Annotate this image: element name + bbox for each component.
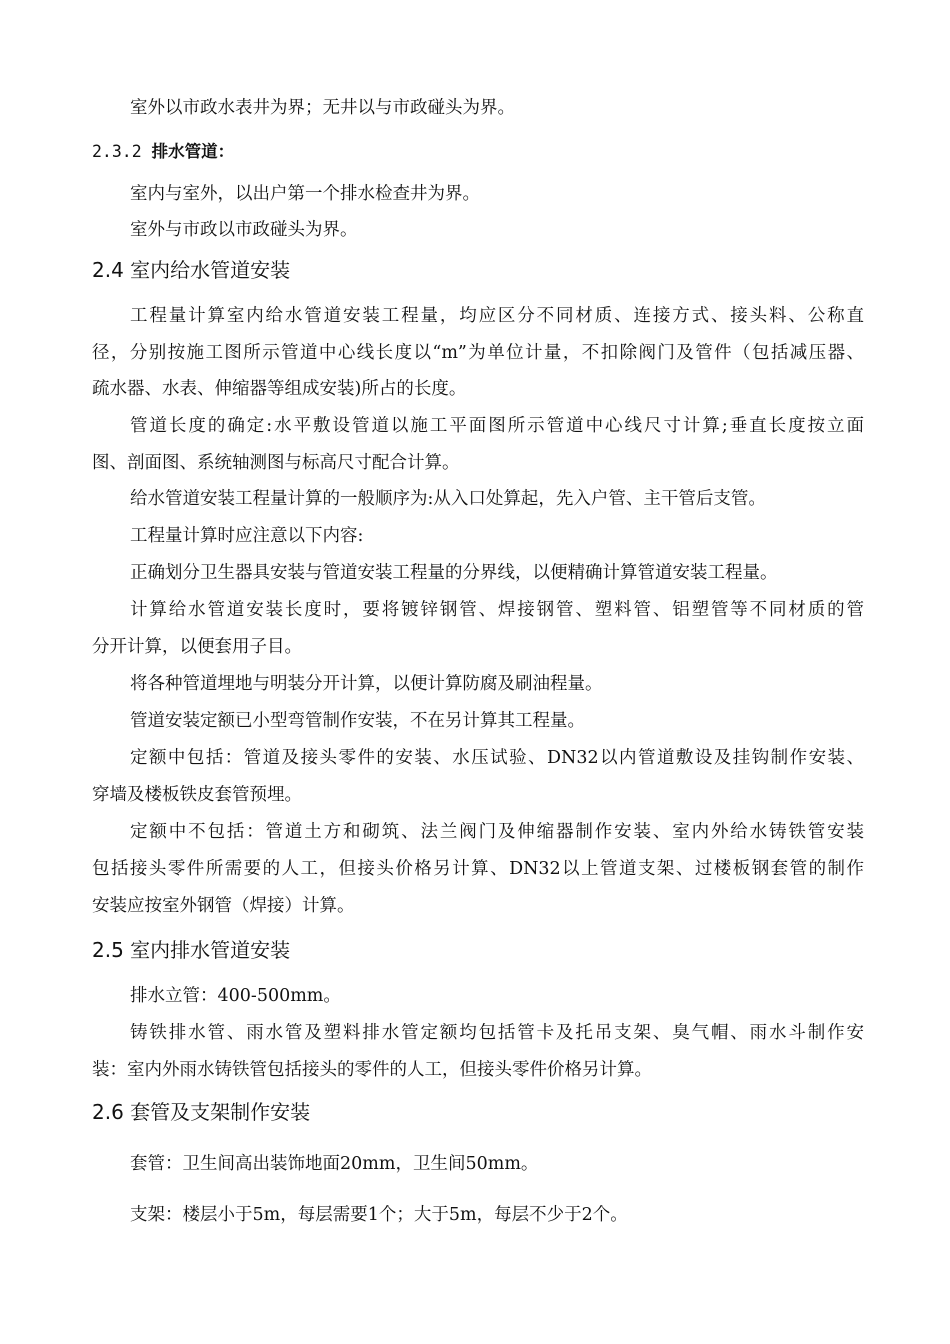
paragraph-line: 管道长度的确定:水平敷设管道以施工平面图所示管道中心线尺寸计算;垂直长度按立面 xyxy=(130,416,864,436)
paragraph-line: 分开计算，以便套用子目。 xyxy=(92,637,302,657)
paragraph-line: 安装应按室外钢管（焊接）计算。 xyxy=(92,896,355,916)
text-line: 室外以市政水表井为界；无井以与市政碰头为界。 xyxy=(130,98,515,118)
paragraph-line: 管道安装定额已小型弯管制作安装，不在另计算其工程量。 xyxy=(130,711,585,731)
paragraph-line: 疏水器、水表、伸缩器等组成安装)所占的长度。 xyxy=(92,379,467,399)
subsection-title: 排水管道： xyxy=(151,142,235,161)
paragraph-line: 工程量计算时应注意以下内容: xyxy=(130,526,364,546)
paragraph-line: 将各种管道埋地与明装分开计算，以便计算防腐及刷油程量。 xyxy=(130,674,603,694)
text-line: 室外与市政以市政碰头为界。 xyxy=(130,220,358,240)
paragraph-line: 定额中包括：管道及接头零件的安装、水压试验、DN32以内管道敷设及挂钩制作安装、 xyxy=(130,748,864,768)
paragraph-line: 套管：卫生间高出装饰地面20mm，卫生间50mm。 xyxy=(130,1154,539,1174)
paragraph-line: 支架：楼层小于5m，每层需要1个；大于5m，每层不少于2个。 xyxy=(130,1205,628,1225)
text-line: 室内与室外，以出户第一个排水检查井为界。 xyxy=(130,184,480,204)
section-heading-2-5: 2.5 室内排水管道安装 xyxy=(92,938,291,962)
paragraph-line: 铸铁排水管、雨水管及塑料排水管定额均包括管卡及托吊支架、臭气帽、雨水斗制作安 xyxy=(130,1023,864,1043)
paragraph-line: 装：室内外雨水铸铁管包括接头的零件的人工，但接头零件价格另计算。 xyxy=(92,1060,652,1080)
paragraph-line: 径，分别按施工图所示管道中心线长度以“m”为单位计量，不扣除阀门及管件（包括减压器、 xyxy=(92,343,864,363)
paragraph-line: 包括接头零件所需要的人工，但接头价格另计算、DN32以上管道支架、过楼板钢套管的制作 xyxy=(92,859,864,879)
subsection-number: 2.3.2 xyxy=(92,142,142,161)
paragraph-line: 排水立管：400-500mm。 xyxy=(130,986,341,1006)
section-heading-2-6: 2.6 套管及支架制作安装 xyxy=(92,1100,311,1124)
paragraph-line: 穿墙及楼板铁皮套管预埋。 xyxy=(92,785,302,805)
section-heading-2-4: 2.4 室内给水管道安装 xyxy=(92,258,291,282)
paragraph-line: 工程量计算室内给水管道安装工程量，均应区分不同材质、连接方式、接头料、公称直 xyxy=(130,306,864,326)
subsection-heading-2-3-2 xyxy=(92,140,864,164)
paragraph-line: 定额中不包括：管道土方和砌筑、法兰阀门及伸缩器制作安装、室内外给水铸铁管安装 xyxy=(130,822,864,842)
paragraph-line: 给水管道安装工程量计算的一般顺序为:从入口处算起，先入户管、主干管后支管。 xyxy=(130,489,766,509)
paragraph-line: 正确划分卫生器具安装与管道安装工程量的分界线，以便精确计算管道安装工程量。 xyxy=(130,563,778,583)
paragraph-line: 计算给水管道安装长度时，要将镀锌钢管、焊接钢管、塑料管、铝塑管等不同材质的管 xyxy=(130,600,864,620)
paragraph-line: 图、剖面图、系统轴测图与标高尺寸配合计算。 xyxy=(92,453,460,473)
